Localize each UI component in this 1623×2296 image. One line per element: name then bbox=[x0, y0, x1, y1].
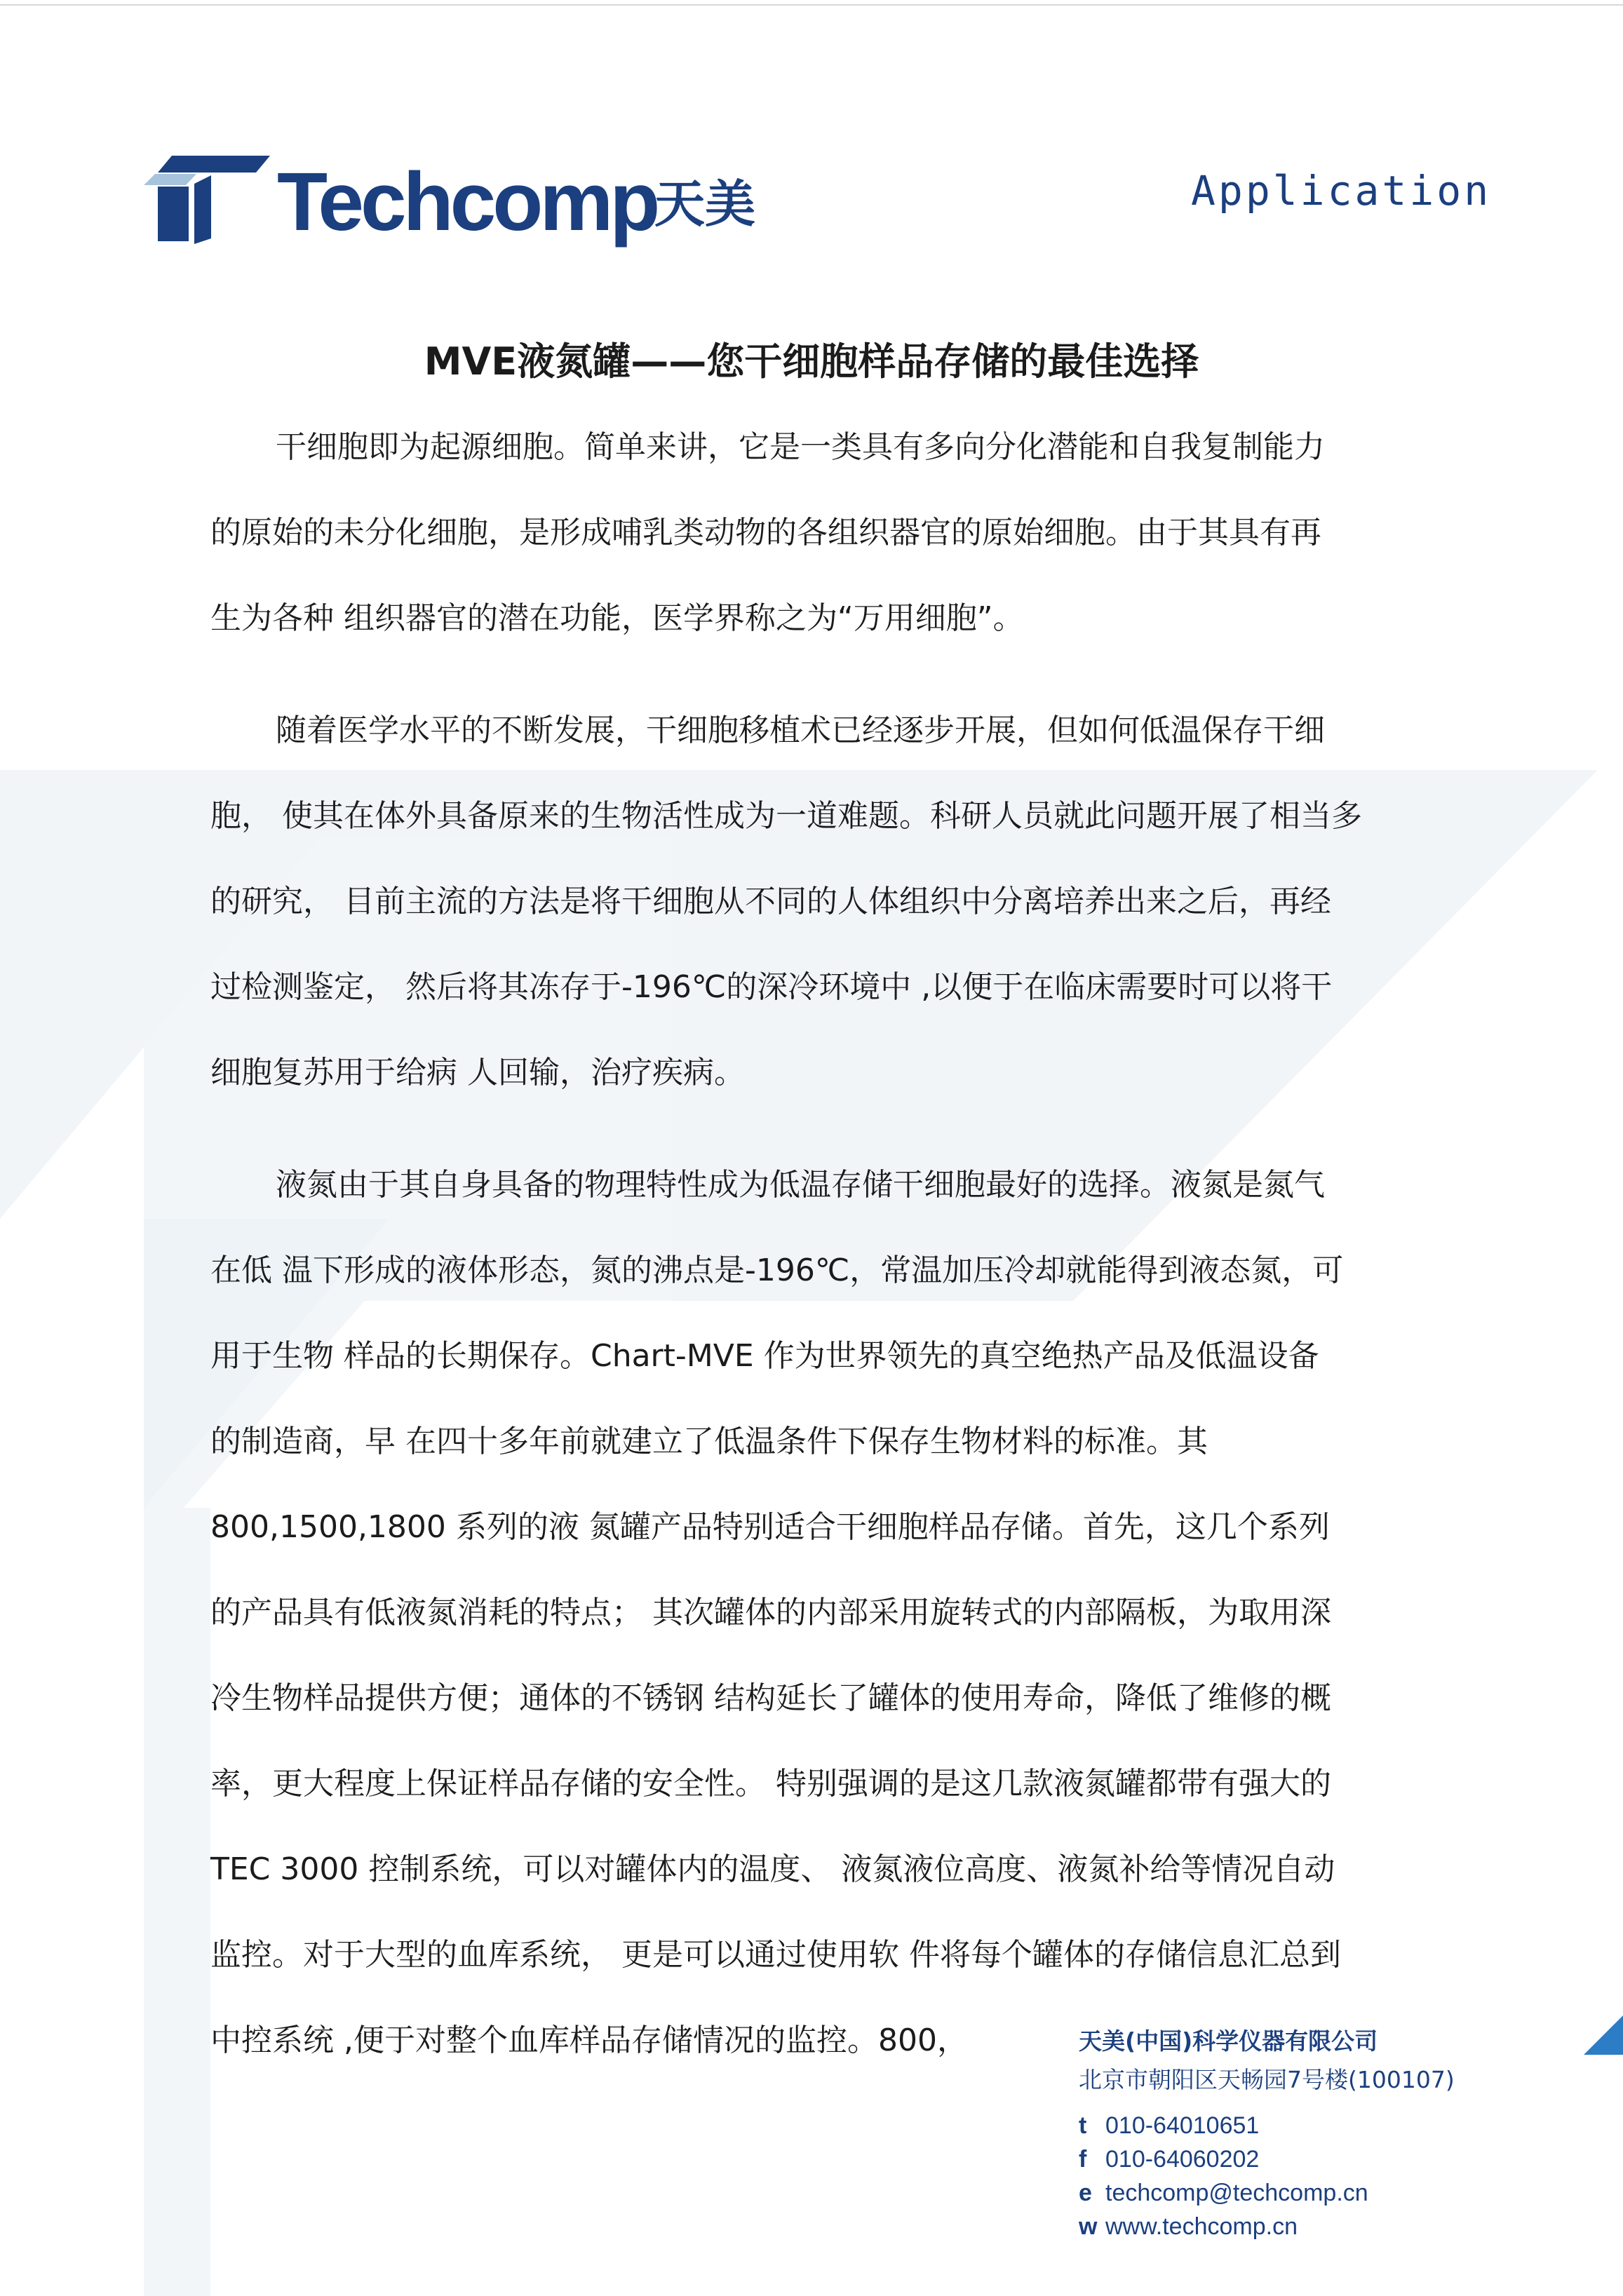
paragraph-line: 生为各种 组织器官的潜在功能，医学界称之为“万用细胞”。 bbox=[210, 600, 1024, 636]
paragraph-line: 监控。对于大型的血库系统， 更是可以通过使用软 件将每个罐体的存储信息汇总到 bbox=[210, 1937, 1341, 1973]
contact-value[interactable]: www.techcomp.cn bbox=[1105, 2213, 1298, 2240]
contact-fax bbox=[1079, 2146, 1259, 2173]
paragraph-line: 过检测鉴定， 然后将其冻存于-196℃的深冷环境中 ,以便于在临床需要时可以将干 bbox=[210, 969, 1333, 1005]
paragraph-line: 胞， 使其在体外具备原来的生物活性成为一道难题。科研人员就此问题开展了相当多 bbox=[210, 798, 1362, 834]
article-title: MVE液氮罐——您干细胞样品存储的最佳选择 bbox=[424, 339, 1199, 384]
logo-wordmark: Techcomp bbox=[277, 156, 657, 248]
contact-key: e bbox=[1079, 2180, 1092, 2206]
contact-email bbox=[1079, 2180, 1368, 2207]
paragraph-line: 中控系统 ,便于对整个血库样品存储情况的监控。800， bbox=[210, 2022, 968, 2058]
logo-mark-icon bbox=[144, 156, 277, 247]
paragraph-line: 800,1500,1800 系列的液 氮罐产品特别适合干细胞样品存储。首先，这几个系列 bbox=[210, 1509, 1330, 1545]
corner-triangle-icon bbox=[1584, 2015, 1623, 2055]
contact-phone bbox=[1079, 2112, 1259, 2140]
company-address: 北京市朝阳区天畅园7号楼(100107) bbox=[1079, 2066, 1455, 2093]
paragraph-line: 细胞复苏用于给病 人回输，治疗疾病。 bbox=[210, 1055, 745, 1090]
section-label: Application bbox=[1191, 167, 1492, 215]
paragraph-line: 在低 温下形成的液体形态，氮的沸点是-196℃，常温加压冷却就能得到液态氮，可 bbox=[210, 1252, 1344, 1288]
paragraph-line: 液氮由于其自身具备的物理特性成为低温存储干细胞最好的选择。液氮是氮气 bbox=[276, 1167, 1325, 1203]
paragraph-line: 冷生物样品提供方便；通体的不锈钢 结构延长了罐体的使用寿命，降低了维修的概 bbox=[210, 1680, 1331, 1716]
paragraph-line: 的原始的未分化细胞，是形成哺乳类动物的各组织器官的原始细胞。由于其具有再 bbox=[210, 515, 1321, 551]
company-name: 天美(中国)科学仪器有限公司 bbox=[1079, 2027, 1378, 2055]
paragraph-line: 率，更大程度上保证样品存储的安全性。 特别强调的是这几款液氮罐都带有强大的 bbox=[210, 1766, 1331, 1802]
paragraph-line: TEC 3000 控制系统，可以对罐体内的温度、 液氮液位高度、液氮补给等情况自动 bbox=[210, 1851, 1335, 1887]
contact-key: w bbox=[1079, 2213, 1098, 2240]
logo-chinese-name: 天美 bbox=[654, 175, 756, 234]
contact-value[interactable]: techcomp@techcomp.cn bbox=[1105, 2180, 1368, 2206]
paragraph-line: 的产品具有低液氮消耗的特点； 其次罐体的内部采用旋转式的内部隔板，为取用深 bbox=[210, 1595, 1331, 1630]
paragraph-line: 干细胞即为起源细胞。简单来讲，它是一类具有多向分化潜能和自我复制能力 bbox=[276, 429, 1325, 465]
paragraph-line: 的研究， 目前主流的方法是将干细胞从不同的人体组织中分离培养出来之后，再经 bbox=[210, 884, 1331, 919]
contact-website bbox=[1079, 2213, 1298, 2241]
paragraph-line: 的制造商，早 在四十多年前就建立了低温条件下保存生物材料的标准。其 bbox=[210, 1424, 1208, 1459]
contact-value: 010-64060202 bbox=[1105, 2146, 1260, 2173]
contact-value: 010-64010651 bbox=[1105, 2112, 1260, 2139]
contact-key: f bbox=[1079, 2146, 1087, 2173]
paragraph-line: 随着医学水平的不断发展，干细胞移植术已经逐步开展，但如何低温保存干细 bbox=[276, 713, 1325, 748]
contact-key: t bbox=[1079, 2112, 1087, 2139]
paragraph-line: 用于生物 样品的长期保存。Chart-MVE 作为世界领先的真空绝热产品及低温设备 bbox=[210, 1338, 1319, 1374]
